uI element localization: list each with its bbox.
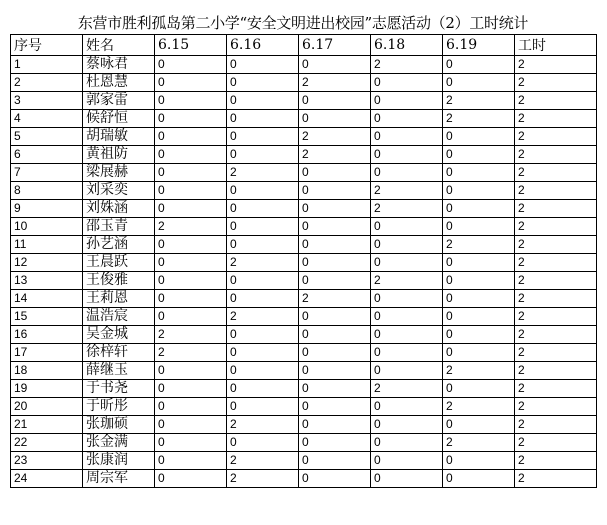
hours-cell[interactable]: 2 <box>515 146 597 164</box>
day-0618-cell[interactable]: 0 <box>371 92 443 110</box>
index-cell[interactable]: 22 <box>11 434 83 452</box>
day-0618-cell[interactable]: 0 <box>371 434 443 452</box>
day-0618-cell[interactable]: 0 <box>371 146 443 164</box>
hours-cell[interactable]: 2 <box>515 200 597 218</box>
day-0619-cell[interactable]: 0 <box>443 182 515 200</box>
day-0615-cell[interactable]: 0 <box>155 362 227 380</box>
table-row <box>11 344 597 362</box>
hours-cell[interactable]: 2 <box>515 290 597 308</box>
table-row <box>11 182 597 200</box>
day-0617-cell[interactable]: 0 <box>299 308 371 326</box>
header-date-0617[interactable]: 6.17 <box>299 35 371 56</box>
day-0618-cell[interactable]: 2 <box>371 272 443 290</box>
day-0616-cell[interactable]: 0 <box>227 290 299 308</box>
name-cell[interactable]: 张珈硕 <box>83 416 155 434</box>
day-0615-cell[interactable]: 0 <box>155 128 227 146</box>
index-cell[interactable]: 14 <box>11 290 83 308</box>
hours-cell[interactable]: 2 <box>515 272 597 290</box>
name-cell[interactable]: 周宗军 <box>83 470 155 488</box>
index-cell[interactable]: 11 <box>11 236 83 254</box>
day-0617-cell[interactable]: 0 <box>299 434 371 452</box>
hours-cell[interactable]: 2 <box>515 362 597 380</box>
name-cell[interactable]: 王莉恩 <box>83 290 155 308</box>
day-0619-cell[interactable]: 0 <box>443 74 515 92</box>
day-0619-cell[interactable]: 2 <box>443 110 515 128</box>
name-cell[interactable]: 蔡咏君 <box>83 56 155 74</box>
index-cell[interactable]: 21 <box>11 416 83 434</box>
name-cell[interactable]: 吴金城 <box>83 326 155 344</box>
header-date-0618[interactable]: 6.18 <box>371 35 443 56</box>
day-0618-cell[interactable]: 0 <box>371 110 443 128</box>
header-date-0615[interactable]: 6.15 <box>155 35 227 56</box>
day-0617-cell[interactable]: 0 <box>299 272 371 290</box>
table-row <box>11 308 597 326</box>
day-0616-cell[interactable]: 0 <box>227 92 299 110</box>
day-0619-cell[interactable]: 0 <box>443 146 515 164</box>
hours-cell[interactable]: 2 <box>515 110 597 128</box>
table-row <box>11 380 597 398</box>
day-0619-cell[interactable]: 0 <box>443 344 515 362</box>
index-cell[interactable]: 10 <box>11 218 83 236</box>
day-0616-cell[interactable]: 2 <box>227 470 299 488</box>
day-0617-cell[interactable]: 2 <box>299 290 371 308</box>
day-0619-cell[interactable]: 0 <box>443 452 515 470</box>
index-cell[interactable]: 7 <box>11 164 83 182</box>
day-0616-cell[interactable]: 2 <box>227 164 299 182</box>
hours-cell[interactable]: 2 <box>515 236 597 254</box>
index-cell[interactable]: 23 <box>11 452 83 470</box>
day-0618-cell[interactable]: 2 <box>371 56 443 74</box>
day-0619-cell[interactable]: 0 <box>443 272 515 290</box>
index-cell[interactable]: 5 <box>11 128 83 146</box>
header-date-0616[interactable]: 6.16 <box>227 35 299 56</box>
index-cell[interactable]: 8 <box>11 182 83 200</box>
day-0616-cell[interactable]: 0 <box>227 380 299 398</box>
day-0617-cell[interactable]: 2 <box>299 146 371 164</box>
index-cell[interactable]: 9 <box>11 200 83 218</box>
table-row <box>11 254 597 272</box>
day-0619-cell[interactable]: 2 <box>443 398 515 416</box>
day-0615-cell[interactable]: 0 <box>155 290 227 308</box>
day-0617-cell[interactable]: 0 <box>299 362 371 380</box>
day-0617-cell[interactable]: 0 <box>299 56 371 74</box>
table-row <box>11 290 597 308</box>
day-0617-cell[interactable]: 0 <box>299 92 371 110</box>
day-0616-cell[interactable]: 0 <box>227 218 299 236</box>
day-0616-cell[interactable]: 0 <box>227 56 299 74</box>
hours-cell[interactable]: 2 <box>515 128 597 146</box>
day-0617-cell[interactable]: 0 <box>299 380 371 398</box>
name-cell[interactable]: 王俊雅 <box>83 272 155 290</box>
day-0616-cell[interactable]: 0 <box>227 398 299 416</box>
day-0617-cell[interactable]: 0 <box>299 218 371 236</box>
day-0615-cell[interactable]: 0 <box>155 146 227 164</box>
day-0617-cell[interactable]: 0 <box>299 416 371 434</box>
index-cell[interactable]: 17 <box>11 344 83 362</box>
name-cell[interactable]: 薛继玉 <box>83 362 155 380</box>
day-0618-cell[interactable]: 0 <box>371 290 443 308</box>
day-0616-cell[interactable]: 0 <box>227 200 299 218</box>
hours-cell[interactable]: 2 <box>515 470 597 488</box>
table-row <box>11 200 597 218</box>
table-row <box>11 272 597 290</box>
day-0619-cell[interactable]: 0 <box>443 218 515 236</box>
sheet-title: 东营市胜利孤岛第二小学“安全文明进出校园”志愿活动（2）工时统计 <box>77 14 529 32</box>
day-0619-cell[interactable]: 0 <box>443 326 515 344</box>
index-cell[interactable]: 2 <box>11 74 83 92</box>
name-cell[interactable]: 张金满 <box>83 434 155 452</box>
day-0616-cell[interactable]: 0 <box>227 110 299 128</box>
day-0616-cell[interactable]: 0 <box>227 182 299 200</box>
day-0619-cell[interactable]: 0 <box>443 308 515 326</box>
day-0618-cell[interactable]: 0 <box>371 254 443 272</box>
day-0616-cell[interactable]: 2 <box>227 308 299 326</box>
day-0617-cell[interactable]: 0 <box>299 470 371 488</box>
day-0617-cell[interactable]: 0 <box>299 326 371 344</box>
day-0617-cell[interactable]: 0 <box>299 110 371 128</box>
day-0618-cell[interactable]: 0 <box>371 326 443 344</box>
hours-cell[interactable]: 2 <box>515 182 597 200</box>
day-0615-cell[interactable]: 0 <box>155 236 227 254</box>
day-0616-cell[interactable]: 0 <box>227 236 299 254</box>
hours-cell[interactable]: 2 <box>515 308 597 326</box>
day-0618-cell[interactable]: 0 <box>371 164 443 182</box>
day-0618-cell[interactable]: 0 <box>371 308 443 326</box>
day-0615-cell[interactable]: 0 <box>155 308 227 326</box>
table-row <box>11 146 597 164</box>
day-0615-cell[interactable]: 0 <box>155 56 227 74</box>
hours-cell[interactable]: 2 <box>515 218 597 236</box>
name-cell[interactable]: 胡瑞敏 <box>83 128 155 146</box>
hours-cell[interactable]: 2 <box>515 326 597 344</box>
day-0615-cell[interactable]: 0 <box>155 164 227 182</box>
day-0616-cell[interactable]: 0 <box>227 146 299 164</box>
table-row <box>11 56 597 74</box>
day-0618-cell[interactable]: 0 <box>371 128 443 146</box>
day-0615-cell[interactable]: 0 <box>155 272 227 290</box>
header-row <box>11 35 597 56</box>
day-0617-cell[interactable]: 0 <box>299 254 371 272</box>
day-0615-cell[interactable]: 0 <box>155 452 227 470</box>
hours-cell[interactable]: 2 <box>515 434 597 452</box>
day-0615-cell[interactable]: 0 <box>155 254 227 272</box>
name-cell[interactable]: 于昕彤 <box>83 398 155 416</box>
table-row <box>11 110 597 128</box>
day-0615-cell[interactable]: 2 <box>155 218 227 236</box>
day-0615-cell[interactable]: 2 <box>155 326 227 344</box>
index-cell[interactable]: 6 <box>11 146 83 164</box>
day-0616-cell[interactable]: 0 <box>227 344 299 362</box>
day-0615-cell[interactable]: 0 <box>155 110 227 128</box>
table-row <box>11 218 597 236</box>
day-0618-cell[interactable]: 2 <box>371 182 443 200</box>
day-0616-cell[interactable]: 0 <box>227 272 299 290</box>
name-cell[interactable]: 于书尧 <box>83 380 155 398</box>
name-cell[interactable]: 孙艺涵 <box>83 236 155 254</box>
day-0618-cell[interactable]: 0 <box>371 470 443 488</box>
hours-cell[interactable]: 2 <box>515 344 597 362</box>
day-0619-cell[interactable]: 2 <box>443 236 515 254</box>
day-0619-cell[interactable]: 0 <box>443 470 515 488</box>
day-0618-cell[interactable]: 0 <box>371 218 443 236</box>
day-0619-cell[interactable]: 0 <box>443 56 515 74</box>
day-0619-cell[interactable]: 0 <box>443 254 515 272</box>
table-row <box>11 470 597 488</box>
header-index[interactable]: 序号 <box>11 35 83 56</box>
day-0618-cell[interactable]: 0 <box>371 236 443 254</box>
table-row <box>11 164 597 182</box>
name-cell[interactable]: 黄祖防 <box>83 146 155 164</box>
day-0618-cell[interactable]: 0 <box>371 344 443 362</box>
day-0617-cell[interactable]: 0 <box>299 452 371 470</box>
day-0618-cell[interactable]: 2 <box>371 200 443 218</box>
day-0616-cell[interactable]: 0 <box>227 128 299 146</box>
day-0617-cell[interactable]: 0 <box>299 182 371 200</box>
name-cell[interactable]: 张康润 <box>83 452 155 470</box>
day-0615-cell[interactable]: 0 <box>155 200 227 218</box>
table-row <box>11 128 597 146</box>
name-cell[interactable]: 杜恩慧 <box>83 74 155 92</box>
day-0618-cell[interactable]: 0 <box>371 452 443 470</box>
day-0617-cell[interactable]: 2 <box>299 128 371 146</box>
day-0618-cell[interactable]: 0 <box>371 362 443 380</box>
hours-cell[interactable]: 2 <box>515 452 597 470</box>
day-0616-cell[interactable]: 0 <box>227 74 299 92</box>
header-name[interactable]: 姓名 <box>83 35 155 56</box>
name-cell[interactable]: 王晨跃 <box>83 254 155 272</box>
day-0615-cell[interactable]: 0 <box>155 398 227 416</box>
day-0618-cell[interactable]: 0 <box>371 416 443 434</box>
day-0619-cell[interactable]: 0 <box>443 290 515 308</box>
header-date-0619[interactable]: 6.19 <box>443 35 515 56</box>
day-0619-cell[interactable]: 0 <box>443 164 515 182</box>
day-0615-cell[interactable]: 2 <box>155 344 227 362</box>
spreadsheet <box>10 12 596 488</box>
name-cell[interactable]: 徐梓轩 <box>83 344 155 362</box>
table-row <box>11 92 597 110</box>
day-0616-cell[interactable]: 0 <box>227 326 299 344</box>
day-0615-cell[interactable]: 0 <box>155 416 227 434</box>
day-0615-cell[interactable]: 0 <box>155 470 227 488</box>
index-cell[interactable]: 18 <box>11 362 83 380</box>
header-hours[interactable]: 工时 <box>515 35 597 56</box>
day-0619-cell[interactable]: 0 <box>443 380 515 398</box>
name-cell[interactable]: 候舒恒 <box>83 110 155 128</box>
table-row <box>11 362 597 380</box>
hours-cell[interactable]: 2 <box>515 92 597 110</box>
name-cell[interactable]: 刘姝涵 <box>83 200 155 218</box>
day-0617-cell[interactable]: 0 <box>299 398 371 416</box>
day-0615-cell[interactable]: 0 <box>155 182 227 200</box>
index-cell[interactable]: 4 <box>11 110 83 128</box>
hours-cell[interactable]: 2 <box>515 164 597 182</box>
table-row <box>11 74 597 92</box>
hours-cell[interactable]: 2 <box>515 380 597 398</box>
table-row <box>11 416 597 434</box>
day-0616-cell[interactable]: 2 <box>227 416 299 434</box>
day-0618-cell[interactable]: 2 <box>371 380 443 398</box>
day-0617-cell[interactable]: 0 <box>299 164 371 182</box>
day-0619-cell[interactable]: 2 <box>443 362 515 380</box>
table-row <box>11 326 597 344</box>
index-cell[interactable]: 15 <box>11 308 83 326</box>
index-cell[interactable]: 16 <box>11 326 83 344</box>
hours-cell[interactable]: 2 <box>515 416 597 434</box>
hours-cell[interactable]: 2 <box>515 398 597 416</box>
hours-cell[interactable]: 2 <box>515 74 597 92</box>
index-cell[interactable]: 3 <box>11 92 83 110</box>
table-row <box>11 398 597 416</box>
day-0617-cell[interactable]: 0 <box>299 344 371 362</box>
hours-cell[interactable]: 2 <box>515 254 597 272</box>
day-0615-cell[interactable]: 0 <box>155 434 227 452</box>
day-0615-cell[interactable]: 0 <box>155 92 227 110</box>
table-row <box>11 236 597 254</box>
day-0615-cell[interactable]: 0 <box>155 74 227 92</box>
index-cell[interactable]: 12 <box>11 254 83 272</box>
index-cell[interactable]: 24 <box>11 470 83 488</box>
index-cell[interactable]: 20 <box>11 398 83 416</box>
day-0616-cell[interactable]: 2 <box>227 452 299 470</box>
day-0615-cell[interactable]: 0 <box>155 380 227 398</box>
day-0618-cell[interactable]: 0 <box>371 74 443 92</box>
day-0617-cell[interactable]: 0 <box>299 236 371 254</box>
name-cell[interactable]: 梁展赫 <box>83 164 155 182</box>
index-cell[interactable]: 19 <box>11 380 83 398</box>
day-0619-cell[interactable]: 0 <box>443 416 515 434</box>
day-0617-cell[interactable]: 0 <box>299 200 371 218</box>
day-0619-cell[interactable]: 0 <box>443 128 515 146</box>
table-row <box>11 452 597 470</box>
table-row <box>11 434 597 452</box>
worktime-table <box>10 34 597 488</box>
hours-cell[interactable]: 2 <box>515 56 597 74</box>
name-cell[interactable]: 温浩宸 <box>83 308 155 326</box>
index-cell[interactable]: 13 <box>11 272 83 290</box>
day-0619-cell[interactable]: 0 <box>443 200 515 218</box>
day-0619-cell[interactable]: 2 <box>443 434 515 452</box>
day-0616-cell[interactable]: 2 <box>227 254 299 272</box>
day-0618-cell[interactable]: 0 <box>371 398 443 416</box>
day-0616-cell[interactable]: 0 <box>227 434 299 452</box>
index-cell[interactable]: 1 <box>11 56 83 74</box>
name-cell[interactable]: 邵玉青 <box>83 218 155 236</box>
name-cell[interactable]: 郭家雷 <box>83 92 155 110</box>
day-0616-cell[interactable]: 0 <box>227 362 299 380</box>
name-cell[interactable]: 刘采奕 <box>83 182 155 200</box>
day-0617-cell[interactable]: 2 <box>299 74 371 92</box>
day-0619-cell[interactable]: 2 <box>443 92 515 110</box>
